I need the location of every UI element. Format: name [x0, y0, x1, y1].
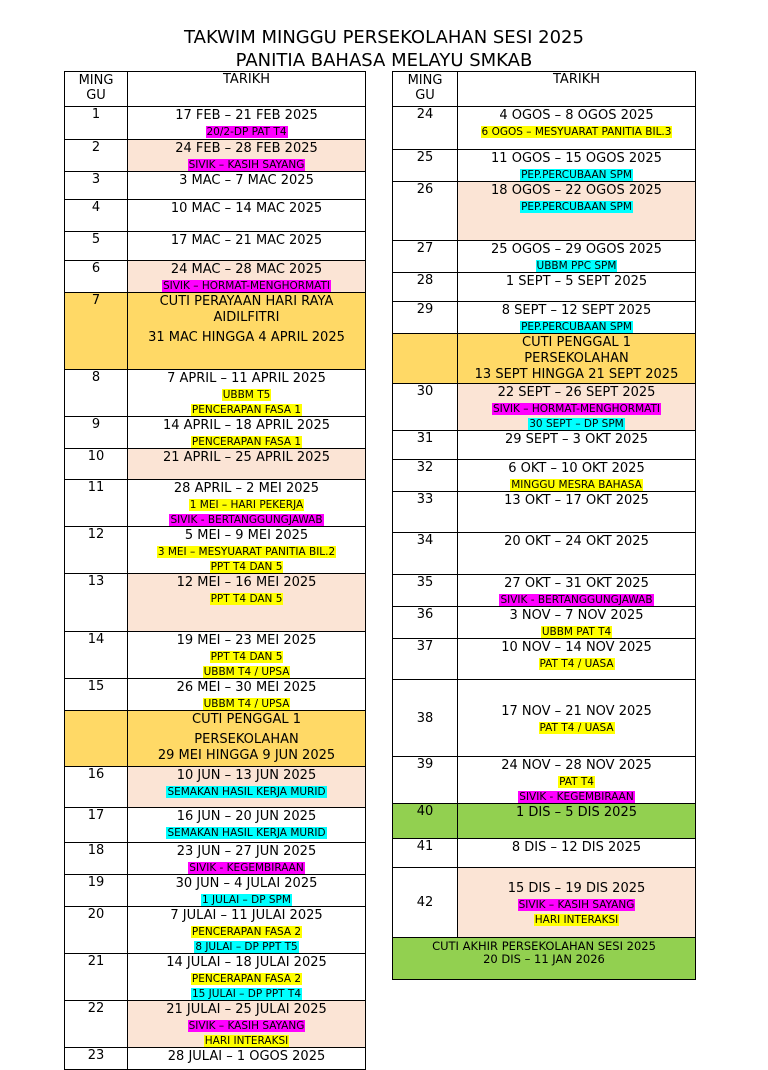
week-number: 28: [393, 273, 458, 302]
week-row: [65, 200, 366, 232]
week-row: [393, 757, 696, 804]
table-header-row: [65, 72, 366, 107]
week-row: [393, 384, 696, 431]
date-range: 21 APRIL – 25 APRIL 2025: [162, 450, 330, 465]
date-range: 24 MAC – 28 MAC 2025: [170, 262, 323, 277]
date-cell: [458, 533, 696, 575]
week-row: [393, 431, 696, 460]
date-cell: [128, 107, 366, 140]
week-number: 42: [393, 868, 458, 938]
date-cell: [128, 417, 366, 449]
date-range: 23 JUN – 27 JUN 2025: [176, 844, 317, 859]
week-number: 26: [393, 182, 458, 241]
event-tag: MINGGU MESRA BAHASA: [511, 479, 642, 491]
date-cell: [128, 232, 366, 261]
week-number: 29: [393, 302, 458, 334]
date-range: 17 MAC – 21 MAC 2025: [170, 233, 323, 248]
week-row: [393, 839, 696, 868]
date-range: 8 SEPT – 12 SEPT 2025: [501, 303, 652, 318]
week-row: [65, 574, 366, 632]
week-number: 13: [65, 574, 128, 632]
end-of-session-row: [393, 938, 696, 980]
week-row: [393, 607, 696, 639]
event-tag: PEP.PERCUBAAN SPM: [521, 201, 632, 213]
date-range: 5 MEI – 9 MEI 2025: [184, 528, 309, 543]
week-row: [393, 460, 696, 492]
date-range: 7 APRIL – 11 APRIL 2025: [167, 371, 326, 386]
event-tag: PAT T4 / UASA: [539, 658, 614, 670]
date-cell: [128, 261, 366, 293]
week-column-header: MING GU: [393, 72, 458, 107]
week-number: 38: [393, 680, 458, 757]
week-number: 32: [393, 460, 458, 492]
event-tag: SIVIK - KEGEMBIRAAN: [519, 791, 634, 803]
week-row: [65, 261, 366, 293]
week-number: 17: [65, 808, 128, 843]
week-number: 22: [65, 1001, 128, 1048]
week-row: [65, 843, 366, 875]
date-column-header: TARIKH: [458, 72, 696, 107]
week-row: [65, 954, 366, 1001]
event-tag: SIVIK – KASIH SAYANG: [518, 898, 635, 911]
week-row: [65, 808, 366, 843]
date-range: 12 MEI – 16 MEI 2025: [176, 575, 317, 590]
event-tag: 1 JULAI – DP SPM: [202, 894, 291, 906]
date-cell: [128, 574, 366, 632]
week-number: 7: [65, 293, 128, 370]
week-number: 9: [65, 417, 128, 449]
week-row: [393, 533, 696, 575]
event-tag: SEMAKAN HASIL KERJA MURID: [167, 827, 326, 839]
date-cell: [128, 140, 366, 172]
week-number: 39: [393, 757, 458, 804]
date-cell: [128, 907, 366, 954]
event-tag: PENCERAPAN FASA 1: [191, 436, 302, 448]
date-range: 24 NOV – 28 NOV 2025: [501, 758, 652, 773]
date-range: 10 MAC – 14 MAC 2025: [170, 201, 323, 216]
date-cell: [128, 527, 366, 574]
holiday-text: CUTI PENGGAL 1: [522, 335, 631, 350]
date-cell: [458, 757, 696, 804]
date-cell: [128, 679, 366, 711]
week-number: 21: [65, 954, 128, 1001]
date-cell: [128, 875, 366, 907]
date-cell: [128, 480, 366, 527]
date-range: 25 OGOS – 29 OGOS 2025: [491, 242, 662, 257]
event-tag: PPT T4 DAN 5: [210, 561, 283, 573]
date-cell: [458, 804, 696, 839]
week-number: [393, 334, 458, 384]
week-number: 33: [393, 492, 458, 533]
week-number: 2: [65, 140, 128, 172]
event-tag: 1 MEI – HARI PEKERJA: [189, 499, 304, 511]
week-number: 24: [393, 107, 458, 150]
week-row: [65, 767, 366, 808]
event-tag: PAT T4 / UASA: [539, 721, 614, 734]
week-number: 41: [393, 839, 458, 868]
event-tag: SIVIK - BERTANGGUNGJAWAB: [170, 514, 323, 526]
date-cell: [458, 492, 696, 533]
date-cell: [128, 1001, 366, 1048]
event-tag: SIVIK - BERTANGGUNGJAWAB: [500, 594, 653, 606]
holiday-text: CUTI PENGGAL 1: [192, 712, 301, 727]
date-range: 3 NOV – 7 NOV 2025: [509, 608, 644, 623]
event-tag: HARI INTERAKSI: [204, 1035, 289, 1047]
week-row: [65, 172, 366, 200]
event-tag: SIVIK – KASIH SAYANG: [188, 159, 305, 171]
week-number: 12: [65, 527, 128, 574]
holiday-text: 31 MAC HINGGA 4 APRIL 2025: [148, 330, 345, 345]
week-row: [393, 804, 696, 839]
week-row: [65, 480, 366, 527]
holiday-text: 13 SEPT HINGGA 21 SEPT 2025: [474, 367, 679, 382]
event-tag: 15 JULAI – DP PPT T4: [191, 988, 302, 1000]
holiday-cell: [128, 711, 366, 767]
date-range: 3 MAC – 7 MAC 2025: [179, 173, 314, 188]
week-row: [65, 875, 366, 907]
week-number: 23: [65, 1048, 128, 1070]
date-range: 30 JUN – 4 JULAI 2025: [175, 876, 318, 891]
week-number: 5: [65, 232, 128, 261]
week-number: 37: [393, 639, 458, 680]
date-cell: [128, 843, 366, 875]
date-range: 14 APRIL – 18 APRIL 2025: [162, 418, 330, 433]
date-cell: [458, 639, 696, 680]
event-tag: SIVIK - KEGEMBIRAAN: [189, 862, 304, 874]
event-tag: SIVIK – HORMAT-MENGHORMATI: [492, 403, 661, 415]
week-row: [65, 527, 366, 574]
event-tag: 20/2-DP PAT T4: [206, 126, 287, 138]
week-number: 40: [393, 804, 458, 839]
calendar-table-right: [392, 71, 696, 980]
date-cell: [458, 460, 696, 492]
date-range: 15 DIS – 19 DIS 2025: [507, 880, 646, 896]
week-row: [393, 150, 696, 182]
date-cell: [128, 200, 366, 232]
title-line-1: TAKWIM MINGGU PERSEKOLAHAN SESI 2025: [184, 27, 584, 48]
calendar-table-left: [64, 71, 366, 1070]
week-number: 31: [393, 431, 458, 460]
event-tag: SEMAKAN HASIL KERJA MURID: [167, 786, 326, 798]
week-row: [393, 107, 696, 150]
event-tag: SIVIK – HORMAT-MENGHORMATI: [162, 280, 331, 292]
date-cell: [458, 868, 696, 938]
week-number: 34: [393, 533, 458, 575]
week-row: [65, 632, 366, 679]
week-row: [65, 449, 366, 480]
week-row: [65, 232, 366, 261]
date-range: 26 MEI – 30 MEI 2025: [176, 680, 317, 695]
date-range: 11 OGOS – 15 OGOS 2025: [491, 151, 662, 166]
date-range: 22 SEPT – 26 SEPT 2025: [497, 385, 656, 400]
event-tag: HARI INTERAKSI: [534, 913, 619, 926]
event-tag: PPT T4 DAN 5: [210, 651, 283, 663]
week-number: 1: [65, 107, 128, 140]
holiday-row: [65, 293, 366, 370]
event-tag: PENCERAPAN FASA 2: [191, 973, 302, 985]
event-tag: PPT T4 DAN 5: [210, 593, 283, 605]
event-tag: UBBM T4 / UPSA: [203, 666, 290, 678]
week-number: 18: [65, 843, 128, 875]
week-number: 8: [65, 370, 128, 417]
date-range: 6 OKT – 10 OKT 2025: [508, 461, 645, 476]
date-cell: [458, 273, 696, 302]
week-row: [65, 370, 366, 417]
date-cell: [458, 107, 696, 150]
date-range: 10 NOV – 14 NOV 2025: [501, 640, 652, 655]
event-tag: UBBM PAT T4: [541, 626, 612, 638]
week-number: 11: [65, 480, 128, 527]
week-row: [65, 1001, 366, 1048]
holiday-text: PERSEKOLAHAN: [194, 732, 299, 747]
week-row: [65, 679, 366, 711]
event-tag: SIVIK – KASIH SAYANG: [188, 1020, 305, 1032]
week-row: [393, 241, 696, 273]
week-column-header: MING GU: [65, 72, 128, 107]
date-range: 18 OGOS – 22 OGOS 2025: [491, 183, 662, 198]
week-row: [393, 575, 696, 607]
date-cell: [458, 302, 696, 334]
week-row: [393, 182, 696, 241]
week-number: 27: [393, 241, 458, 273]
end-of-session-text: CUTI AKHIR PERSEKOLAHAN SESI 2025: [432, 939, 656, 953]
week-number: 6: [65, 261, 128, 293]
week-number: 35: [393, 575, 458, 607]
event-tag: 30 SEPT – DP SPM: [529, 418, 624, 430]
week-row: [393, 302, 696, 334]
week-number: 36: [393, 607, 458, 639]
date-range: 4 OGOS – 8 OGOS 2025: [499, 108, 654, 123]
week-number: 15: [65, 679, 128, 711]
week-number: 16: [65, 767, 128, 808]
date-range: 19 MEI – 23 MEI 2025: [176, 633, 317, 648]
event-tag: 6 OGOS – MESYUARAT PANITIA BIL.3: [481, 126, 672, 138]
week-number: [65, 711, 128, 767]
holiday-text: PERSEKOLAHAN: [524, 351, 629, 366]
table-header-row: [393, 72, 696, 107]
week-number: 10: [65, 449, 128, 480]
date-cell: [128, 767, 366, 808]
holiday-row: [65, 711, 366, 767]
holiday-cell: [128, 293, 366, 370]
date-cell: [458, 431, 696, 460]
holiday-cell: [458, 334, 696, 384]
week-row: [393, 680, 696, 757]
date-range: 28 JULAI – 1 OGOS 2025: [167, 1049, 326, 1064]
week-number: 4: [65, 200, 128, 232]
date-cell: [128, 1048, 366, 1070]
week-number: 14: [65, 632, 128, 679]
week-number: 30: [393, 384, 458, 431]
date-column-header: TARIKH: [128, 72, 366, 107]
event-tag: UBBM T4 / UPSA: [203, 698, 290, 710]
week-row: [65, 907, 366, 954]
week-row: [393, 868, 696, 938]
date-cell: [128, 632, 366, 679]
event-tag: UBBM T5: [222, 389, 271, 401]
holiday-text: 29 MEI HINGGA 9 JUN 2025: [157, 748, 336, 763]
date-cell: [458, 150, 696, 182]
date-cell: [458, 839, 696, 868]
week-row: [65, 1048, 366, 1070]
date-cell: [458, 607, 696, 639]
date-cell: [458, 680, 696, 757]
date-range: 16 JUN – 20 JUN 2025: [176, 809, 317, 824]
week-row: [393, 492, 696, 533]
week-number: 19: [65, 875, 128, 907]
date-cell: [458, 182, 696, 241]
week-number: 25: [393, 150, 458, 182]
date-range: 29 SEPT – 3 OKT 2025: [505, 432, 648, 447]
date-range: 21 JULAI – 25 JULAI 2025: [166, 1002, 327, 1017]
date-range: 1 SEPT – 5 SEPT 2025: [505, 274, 648, 289]
date-cell: [128, 954, 366, 1001]
date-range: 17 NOV – 21 NOV 2025: [501, 703, 652, 719]
holiday-text: CUTI PERAYAAN HARI RAYA AIDILFITRI: [159, 294, 334, 325]
week-row: [65, 417, 366, 449]
date-range: 27 OKT – 31 OKT 2025: [504, 576, 649, 591]
week-row: [393, 273, 696, 302]
date-cell: [128, 370, 366, 417]
event-tag: 8 JULAI – DP PPT T5: [195, 941, 298, 953]
date-range: 7 JULAI – 11 JULAI 2025: [170, 908, 323, 923]
title-line-2: PANITIA BAHASA MELAYU SMKAB: [235, 50, 533, 71]
event-tag: PENCERAPAN FASA 2: [191, 926, 302, 938]
week-number: 20: [65, 907, 128, 954]
date-range: 28 APRIL – 2 MEI 2025: [173, 481, 320, 496]
holiday-row: [393, 334, 696, 384]
date-range: 1 DIS – 5 DIS 2025: [516, 805, 637, 820]
event-tag: UBBM PPC SPM: [536, 260, 617, 272]
week-row: [65, 140, 366, 172]
date-cell: [458, 384, 696, 431]
date-range: 13 OKT – 17 OKT 2025: [504, 493, 649, 508]
end-of-session-cell: [393, 938, 696, 980]
date-range: 14 JULAI – 18 JULAI 2025: [166, 955, 327, 970]
date-range: 17 FEB – 21 FEB 2025: [175, 108, 318, 123]
date-cell: [458, 241, 696, 273]
end-of-session-text: 20 DIS – 11 JAN 2026: [483, 952, 605, 966]
date-cell: [128, 172, 366, 200]
event-tag: PAT T4: [559, 776, 594, 788]
date-range: 8 DIS – 12 DIS 2025: [511, 840, 642, 855]
date-range: 24 FEB – 28 FEB 2025: [175, 141, 318, 156]
date-cell: [128, 808, 366, 843]
date-range: 10 JUN – 13 JUN 2025: [176, 768, 317, 783]
date-cell: [458, 575, 696, 607]
event-tag: PEP.PERCUBAAN SPM: [521, 169, 632, 181]
event-tag: PEP.PERCUBAAN SPM: [521, 321, 632, 333]
week-number: 3: [65, 172, 128, 200]
date-range: 20 OKT – 24 OKT 2025: [504, 534, 649, 549]
event-tag: PENCERAPAN FASA 1: [191, 404, 302, 416]
event-tag: 3 MEI – MESYUARAT PANITIA BIL.2: [157, 546, 336, 558]
week-row: [393, 639, 696, 680]
week-row: [65, 107, 366, 140]
date-cell: [128, 449, 366, 480]
